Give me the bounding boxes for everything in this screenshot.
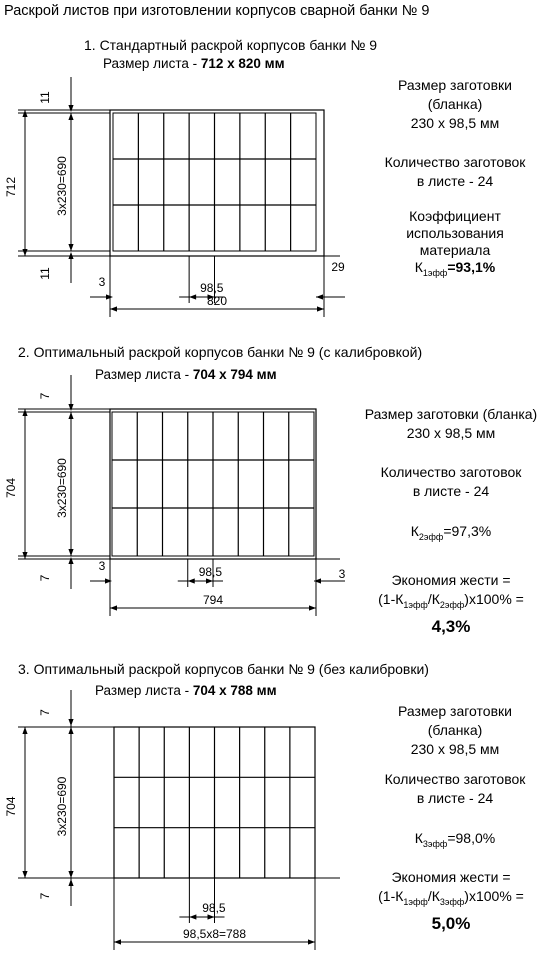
arrowhead: [22, 249, 27, 256]
arrowhead: [22, 727, 27, 734]
blank-width-label: 98,5: [202, 901, 226, 915]
blank-width-label: 98,5: [198, 565, 223, 579]
blank-width-label: 98,5: [200, 281, 224, 295]
arrowhead: [114, 939, 121, 944]
section-3-heading: 3. Оптимальный раскрой корпусов банки № 9 (без калибровки): [18, 661, 429, 677]
right-margin-label: 29: [331, 260, 345, 274]
page-title: Раскрой листов при изготовлении корпусов сварной банки № 9: [4, 3, 430, 19]
top-margin-label: 11: [38, 91, 52, 104]
left-margin-label: 3: [98, 275, 106, 289]
section-3-utilization: $К_{3эфф}=98,0\%$: [414, 830, 496, 849]
width-total-label: 794: [202, 593, 224, 607]
arrowhead: [105, 578, 112, 583]
arrowhead: [68, 412, 73, 419]
arrowhead: [314, 578, 321, 583]
arrowhead: [68, 244, 73, 251]
section-1-utilization: Коэффициент использования материала $К_{1эфф}=93,1\%$: [406, 208, 504, 278]
arrowhead: [308, 939, 315, 944]
height-stack-label: 3x230=690: [55, 776, 69, 837]
height-stack-label: 3x230=690: [55, 458, 69, 518]
section-3-saving: Экономия жести = $(1-К_{1эфф}/К_{3эфф})x100\%$ = 5,0%: [378, 869, 524, 933]
left-margin-label: 3: [98, 559, 106, 573]
section-2-sheet-size: Размер листа - 704 x 794 мм: [95, 367, 277, 382]
arrowhead: [189, 914, 196, 919]
width-total-label: 820: [206, 294, 228, 308]
arrowhead: [68, 404, 73, 411]
height-total-label: 704: [4, 477, 18, 499]
arrowhead: [188, 578, 195, 583]
arrowhead: [316, 294, 323, 299]
arrowhead: [22, 871, 27, 878]
section-2-heading: 2. Оптимальный раскрой корпусов банки № 9 (с калибровкой): [18, 344, 423, 360]
arrowhead: [68, 879, 73, 886]
section-2-utilization: $К_{2эфф}=97,3\%$: [410, 523, 492, 542]
arrowhead: [68, 719, 73, 726]
bottom-margin-label: 7: [38, 574, 52, 582]
top-margin-label: 7: [38, 392, 52, 400]
arrowhead: [68, 105, 73, 112]
right-margin-label: 3: [338, 567, 346, 581]
section-1-sheet-size: Размер листа - 712 x 820 мм: [103, 56, 285, 71]
bottom-margin-label: 7: [38, 892, 52, 900]
arrowhead: [317, 306, 324, 311]
section-3-sheet-size: Размер листа - 704 x 788 мм: [95, 683, 277, 698]
height-total-label: 712: [4, 176, 18, 198]
arrowhead: [68, 557, 73, 564]
arrowhead: [110, 306, 117, 311]
section-1-blank-count: Количество заготовок в листе - 24: [384, 154, 526, 189]
arrowhead: [206, 578, 213, 583]
section-2-blank-size: Размер заготовки (бланка) 230 x 98,5 мм: [364, 406, 538, 441]
arrowhead: [309, 605, 316, 610]
width-total-label: 98,5x8=788: [182, 927, 247, 941]
arrowhead: [68, 727, 73, 734]
arrowhead: [68, 549, 73, 556]
height-stack-label: 3x230=690: [55, 156, 69, 216]
height-total-label: 704: [4, 796, 18, 817]
section-2-saving: Экономия жести = $(1-К_{1эфф}/К_{2эфф})x100\%$ = 4,3%: [378, 572, 524, 636]
bottom-margin-label: 11: [38, 267, 52, 280]
section-3-blank-count: Количество заготовок в листе - 24: [384, 771, 526, 806]
top-margin-label: 7: [38, 709, 52, 716]
arrowhead: [189, 294, 196, 299]
sheet-1-outline: [110, 110, 324, 256]
section-1-heading: 1. Стандартный раскрой корпусов банки № 9: [84, 37, 378, 53]
arrowhead: [68, 871, 73, 878]
section-1-blank-size: Размер заготовки (бланка) 230 x 98,5 мм: [398, 77, 512, 131]
arrowhead: [110, 605, 117, 610]
section-3-blank-size: Размер заготовки (бланка) 230 x 98,5 мм: [398, 703, 512, 757]
arrowhead: [208, 914, 215, 919]
section-2-blank-count: Количество заготовок в листе - 24: [380, 464, 522, 499]
arrowhead: [68, 113, 73, 120]
